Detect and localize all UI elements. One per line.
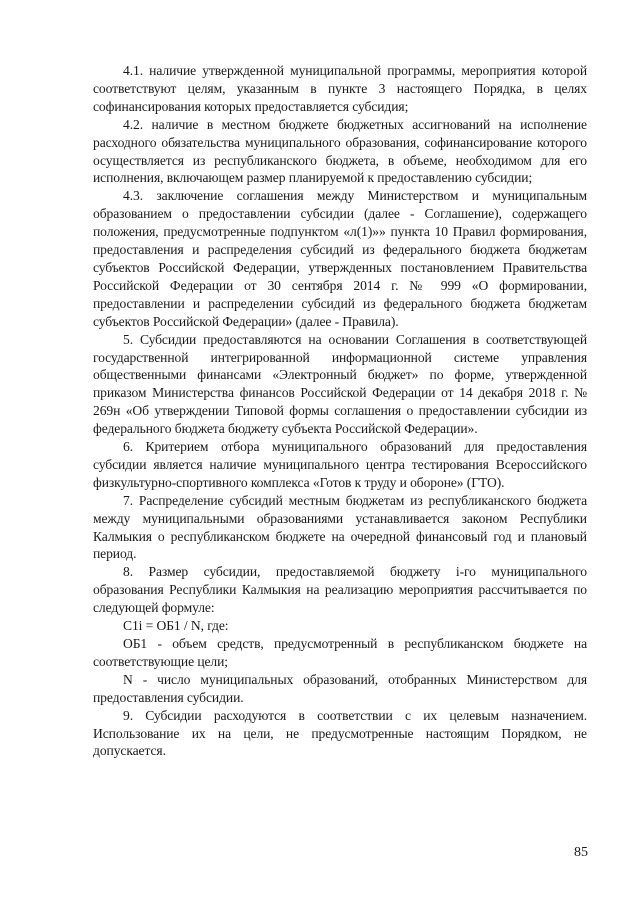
paragraph-7: 7. Распределение субсидий местным бюджетам из республиканского бюджета между муниципальными образованиями устанавливается законом Республики Калмыкия о республиканском бюджете на очередной финансовый год и плановый период.: [93, 492, 587, 562]
paragraph-6: 6. Критерием отбора муниципального образований для предоставления субсидии является наличие муниципального центра тестирования Всероссийского физкультурно-спортивного комплекса «Готов к труду и обороне» (ГТО).: [93, 439, 587, 490]
paragraph-5: 5. Субсидии предоставляются на основании Соглашения в соответствующей государственной интегрированной информационной системе управления общественными финансами «Электронный бюджет» по форме, утвержденной приказом Министерства финансов Российской Федерации от 14 декабря 2018 г. № 269н «Об утверждении Типовой формы соглашения о предоставлении субсидии из федерального бюджета бюджету субъекта Российской Федерации».: [93, 331, 587, 437]
page-number: 85: [574, 845, 588, 860]
formula-line: С1i = ОБ1 / N, где:: [123, 618, 229, 634]
formula-definition-n: N - число муниципальных образований, отобранных Министерством для предоставления субсидии.: [93, 671, 587, 705]
paragraph-9: 9. Субсидии расходуются в соответствии с их целевым назначением. Использование их на цели, не предусмотренные настоящим Порядком, не допускается.: [93, 707, 587, 759]
paragraph-4-1: 4.1. наличие утвержденной муниципальной программы, мероприятия которой соответствуют целям, указанным в пункте 3 настоящего Порядка, в целях софинансирования которых предоставляется субсидия;: [93, 63, 587, 114]
paragraph-4-2: 4.2. наличие в местном бюджете бюджетных ассигнований на исполнение расходного обязательства муниципального образования, софинансирование которого осуществляется из республиканского бюджета, в объеме, необходимом для его исполнения, включающем размер планируемой к предоставлению субсидии;: [93, 116, 587, 186]
paragraph-4-3: 4.3. заключение соглашения между Министерством и муниципальным образованием о предоставлении субсидии (далее - Соглашение), содержащего положения, предусмотренные подпунктом «л(1)»» пункта 10 Правил формирования, предоставления и распределения субсидий из федерального бюджета бюджетам субъектов Российской Федерации, утвержденных постановлением Правительства Российской Федерации от 30 сентября 2014 г. № 999 «О формировании, предоставлении и распределении субсидий из федерального бюджета бюджетам субъектов Российской Федерации» (далее - Правила).: [93, 188, 587, 329]
formula-definition-ob1: ОБ1 - объем средств, предусмотренный в республиканском бюджете на соответствующие цели;: [93, 636, 587, 669]
paragraph-8: 8. Размер субсидии, предоставляемой бюджету i-го муниципального образования Республики Калмыкия на реализацию мероприятия рассчитывается по следующей формуле:: [93, 564, 587, 616]
document-body: [93, 62, 587, 760]
